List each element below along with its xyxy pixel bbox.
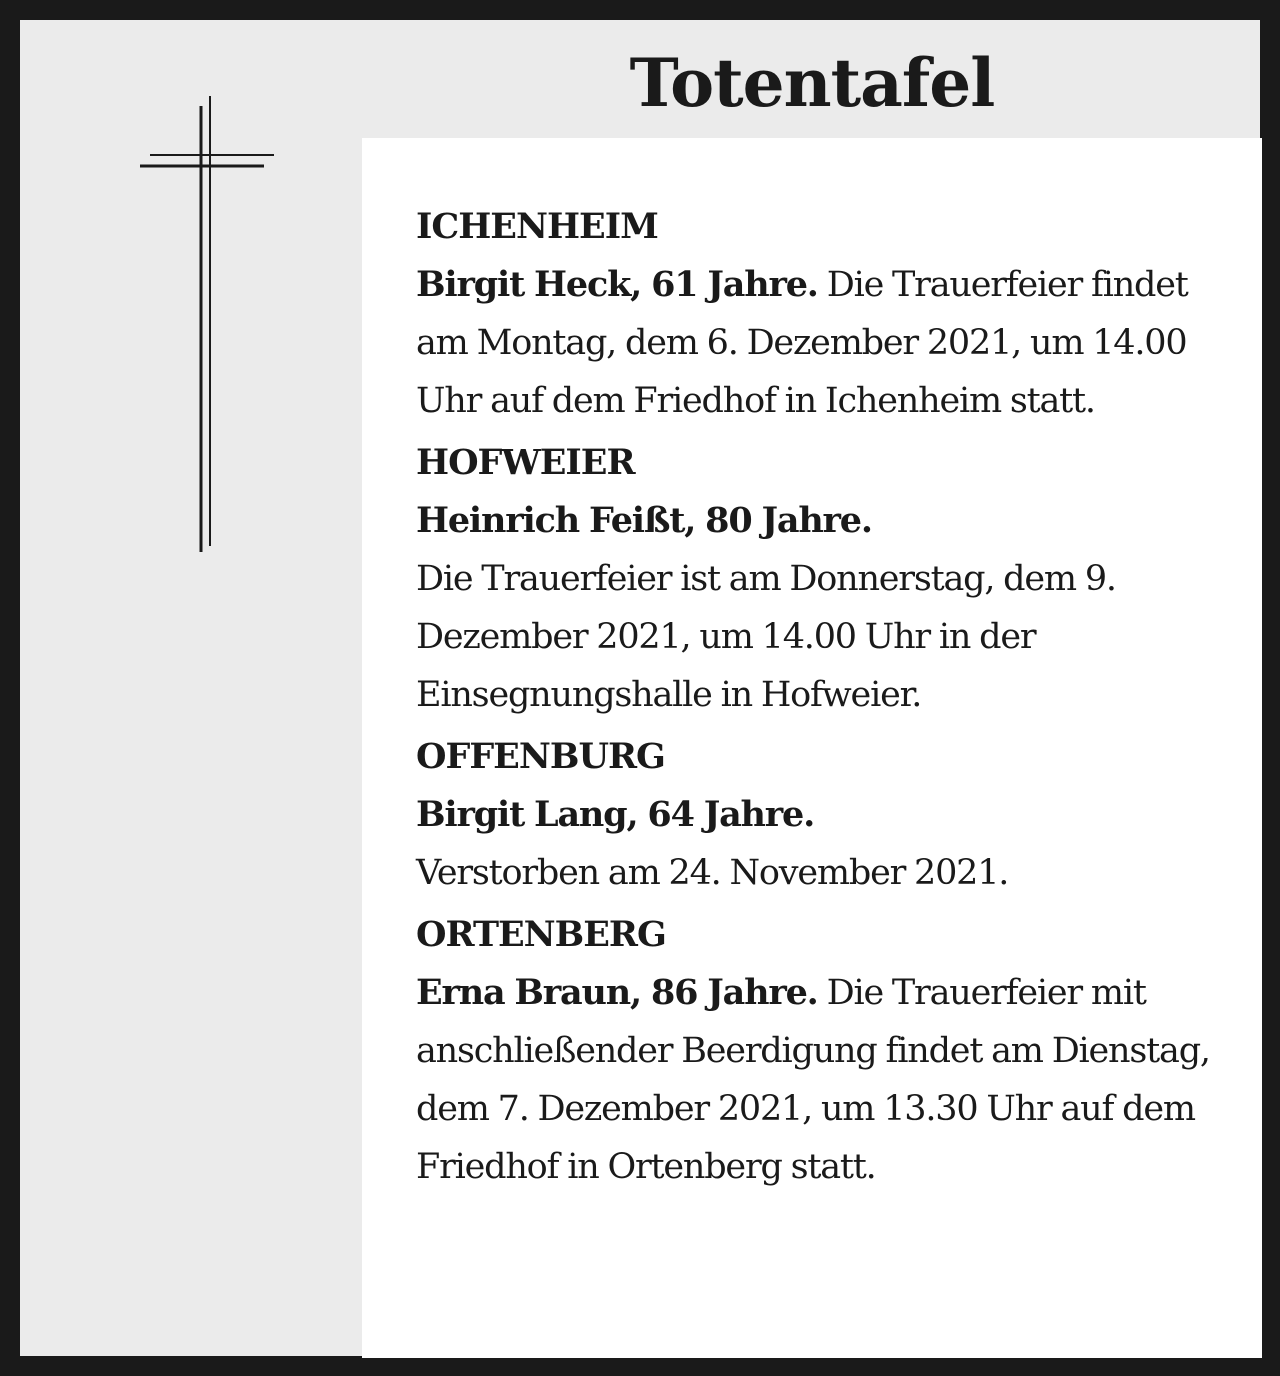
entry-name: Erna Braun, 86 Jahre. [416,972,818,1013]
entry-name: Birgit Heck, 61 Jahre. [416,264,818,305]
entry-place: ORTENBERG [416,914,666,955]
entry-place: ICHENHEIM [416,206,658,247]
obituary-entry [416,198,1216,430]
obituary-entry [416,434,1216,724]
obituary-entry [416,728,1216,902]
cross-icon [118,76,278,560]
entry-text: Die Trauerfeier mit anschließender Beerdigung findet am Dienstag, dem 7. Dezember 2021, um 13.30 Uhr auf dem Friedhof in Ortenberg statt. [416,973,1210,1187]
page-title: Totentafel [629,44,995,122]
entry-name: Birgit Lang, 64 Jahre. [416,794,815,835]
obituary-entry [416,906,1216,1196]
obituary-panel [362,138,1262,1358]
entry-place: OFFENBURG [416,736,665,777]
entry-text: Die Trauerfeier ist am Donnerstag, dem 9. Dezember 2021, um 14.00 Uhr in der Einsegnungshalle in Hofweier. [416,559,1116,715]
entry-place: HOFWEIER [416,442,635,483]
entry-text: Die Trauerfeier findet am Montag, dem 6. Dezember 2021, um 14.00 Uhr auf dem Friedhof in Ichenheim statt. [416,265,1188,421]
entry-name: Heinrich Feißt, 80 Jahre. [416,500,872,541]
entry-text: Verstorben am 24. November 2021. [416,853,1009,893]
obituary-list [416,198,1216,1200]
